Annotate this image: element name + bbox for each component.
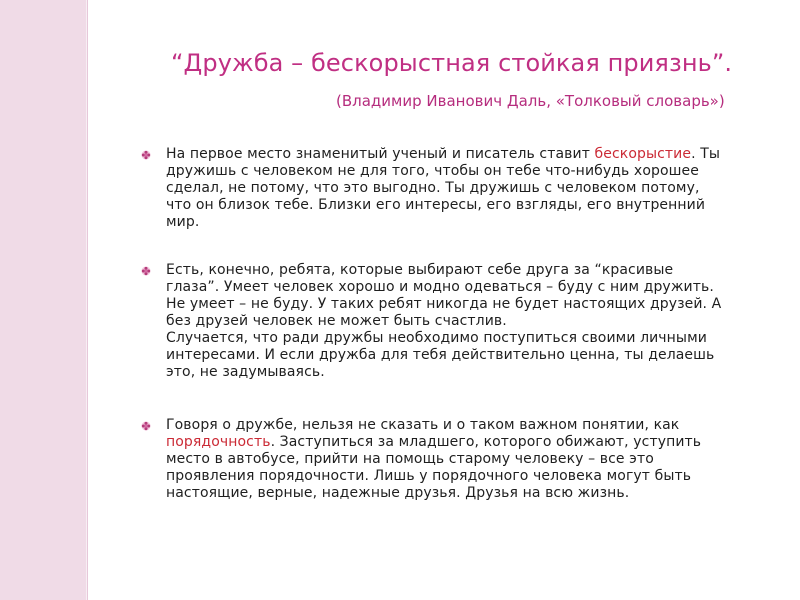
- paragraph-line: Есть, конечно, ребята, которые выбирают себе друга за “красивые: [166, 262, 674, 278]
- pink-flower-bullet-icon: [141, 266, 151, 276]
- paragraph-line: мир.: [166, 214, 200, 230]
- paragraph-line: Говоря о дружбе, нельзя не сказать и о таком важном понятии, как: [166, 417, 680, 433]
- left-decorative-band: [0, 0, 88, 600]
- paragraph-line: [166, 434, 736, 451]
- slide-subtitle: (Владимир Иванович Даль, «Толковый словарь»): [336, 92, 725, 110]
- paragraph-line: сделал, не потому, что это выгодно. Ты дружишь с человеком потому,: [166, 180, 700, 196]
- bullet-text-choosing-friends: [166, 262, 736, 381]
- paragraph-line: место в автобусе, прийти на помощь старому человеку – все это: [166, 451, 654, 467]
- paragraph-line: проявления порядочности. Лишь у порядочного человека могут быть: [166, 468, 692, 484]
- pink-flower-bullet-icon: [141, 421, 151, 431]
- highlighted-term-decency: порядочность: [166, 434, 271, 450]
- paragraph-line: настоящие, верные, надежные друзья. Друзья на всю жизнь.: [166, 485, 630, 501]
- bullet-text-selflessness: [166, 146, 736, 231]
- paragraph-line: без друзей человек не может быть счастлив.: [166, 313, 507, 329]
- highlighted-term-selflessness: бескорыстие: [594, 146, 692, 162]
- paragraph-line: Не умеет – не буду. У таких ребят никогда не будет настоящих друзей. А: [166, 296, 722, 312]
- slide-title: “Дружба – бескорыстная стойкая приязнь”.: [171, 49, 733, 77]
- paragraph-line: это, не задумываясь.: [166, 364, 325, 380]
- text-segment: . Заступиться за младшего, которого обижают, уступить: [270, 434, 702, 450]
- paragraph-line: [166, 146, 736, 163]
- paragraph-line: Случается, что ради дружбы необходимо поступиться своими личными: [166, 330, 707, 346]
- paragraph-line: интересами. И если дружба для тебя действительно ценна, ты делаешь: [166, 347, 715, 363]
- paragraph-line: что он близок тебе. Близки его интересы, его взгляды, его внутренний: [166, 197, 706, 213]
- left-divider-line: [86, 0, 87, 600]
- bullet-text-decency: [166, 417, 736, 502]
- paragraph-line: дружишь с человеком не для того, чтобы он тебе что-нибудь хорошее: [166, 163, 699, 179]
- text-segment: На первое место знаменитый ученый и писатель ставит: [166, 146, 595, 162]
- text-segment: . Ты: [691, 146, 720, 162]
- paragraph-line: глаза”. Умеет человек хорошо и модно одеваться – буду с ним дружить.: [166, 279, 714, 295]
- pink-flower-bullet-icon: [141, 150, 151, 160]
